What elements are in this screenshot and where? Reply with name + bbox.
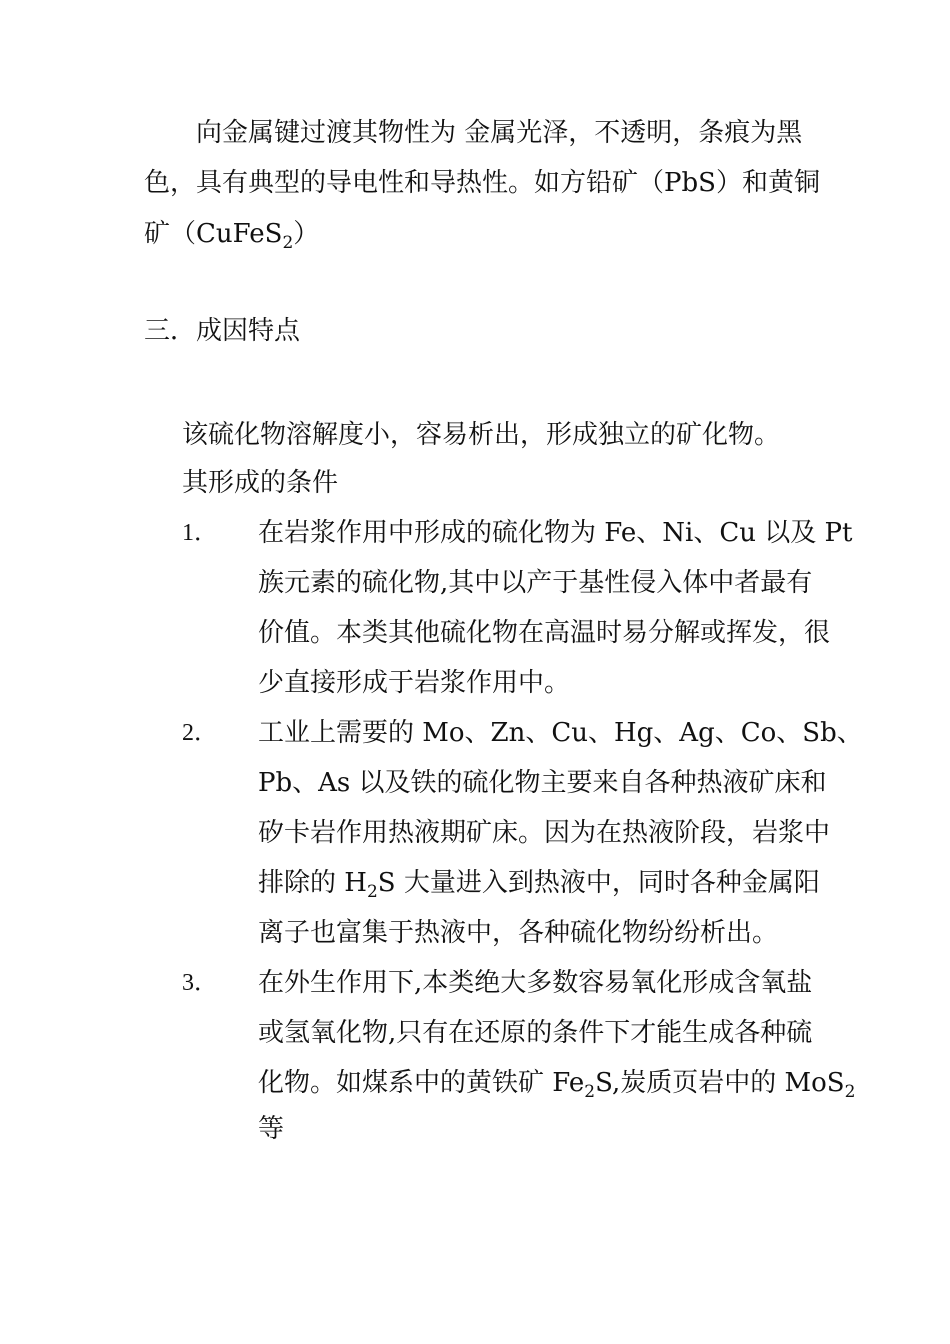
list-item-1-line-1: 在岩浆作用中形成的硫化物为 Fe、Ni、Cu 以及 Pt	[258, 518, 853, 548]
list-item-2-line-4	[258, 866, 820, 900]
list-item-3-line-3-mid: S,炭质页岩中的 MoS	[595, 1068, 845, 1098]
list-item-3-line-4: 等	[258, 1114, 285, 1144]
list-item-2-line-2: Pb、As 以及铁的硫化物主要来自各种热液矿床和	[258, 768, 827, 798]
list-item-2-line-5: 离子也富集于热液中，各种硫化物纷纷析出。	[258, 918, 779, 948]
list-item-3-line-2: 或氢氧化物,只有在还原的条件下才能生成各种硫	[258, 1018, 813, 1048]
list-item-1-line-3: 价值。本类其他硫化物在高温时易分解或挥发，很	[258, 618, 831, 648]
intro-line-3-text: 矿（CuFeS	[144, 219, 283, 249]
list-item-1-number: 1．	[182, 520, 218, 546]
body-paragraph-2: 其形成的条件	[182, 468, 339, 498]
body-paragraph-1: 该硫化物溶解度小，容易析出，形成独立的矿化物。	[182, 420, 781, 450]
list-item-1-line-2: 族元素的硫化物,其中以产于基性侵入体中者最有	[258, 568, 813, 598]
subscript: 2	[366, 882, 378, 902]
subscript: 2	[282, 233, 294, 253]
intro-line-3	[144, 217, 319, 251]
list-item-2-line-4-pre: 排除的 H	[258, 868, 367, 898]
list-item-3-line-3-pre: 化物。如煤系中的黄铁矿 Fe	[258, 1068, 585, 1098]
subscript: 2	[844, 1082, 856, 1102]
list-item-3-line-1: 在外生作用下,本类绝大多数容易氧化形成含氧盐	[258, 968, 813, 998]
list-item-2-line-4-post: S 大量进入到热液中，同时各种金属阳	[377, 868, 820, 898]
list-item-3-line-3	[258, 1066, 855, 1100]
section-heading: 三．成因特点	[144, 316, 301, 346]
intro-line-1: 向金属键过渡其物性为 金属光泽，不透明，条痕为黑	[196, 118, 803, 148]
list-item-1-line-4: 少直接形成于岩浆作用中。	[258, 668, 571, 698]
list-item-2-line-1: 工业上需要的 Mo、Zn、Cu、Hg、Ag、Co、Sb、	[258, 718, 863, 748]
list-item-3-number: 3．	[182, 970, 218, 996]
subscript: 2	[584, 1082, 596, 1102]
list-item-2-number: 2．	[182, 720, 218, 746]
intro-line-3-close: ）	[293, 219, 320, 249]
intro-line-2: 色，具有典型的导电性和导热性。如方铅矿（PbS）和黄铜	[144, 168, 820, 198]
list-item-2-line-3: 矽卡岩作用热液期矿床。因为在热液阶段，岩浆中	[258, 818, 831, 848]
